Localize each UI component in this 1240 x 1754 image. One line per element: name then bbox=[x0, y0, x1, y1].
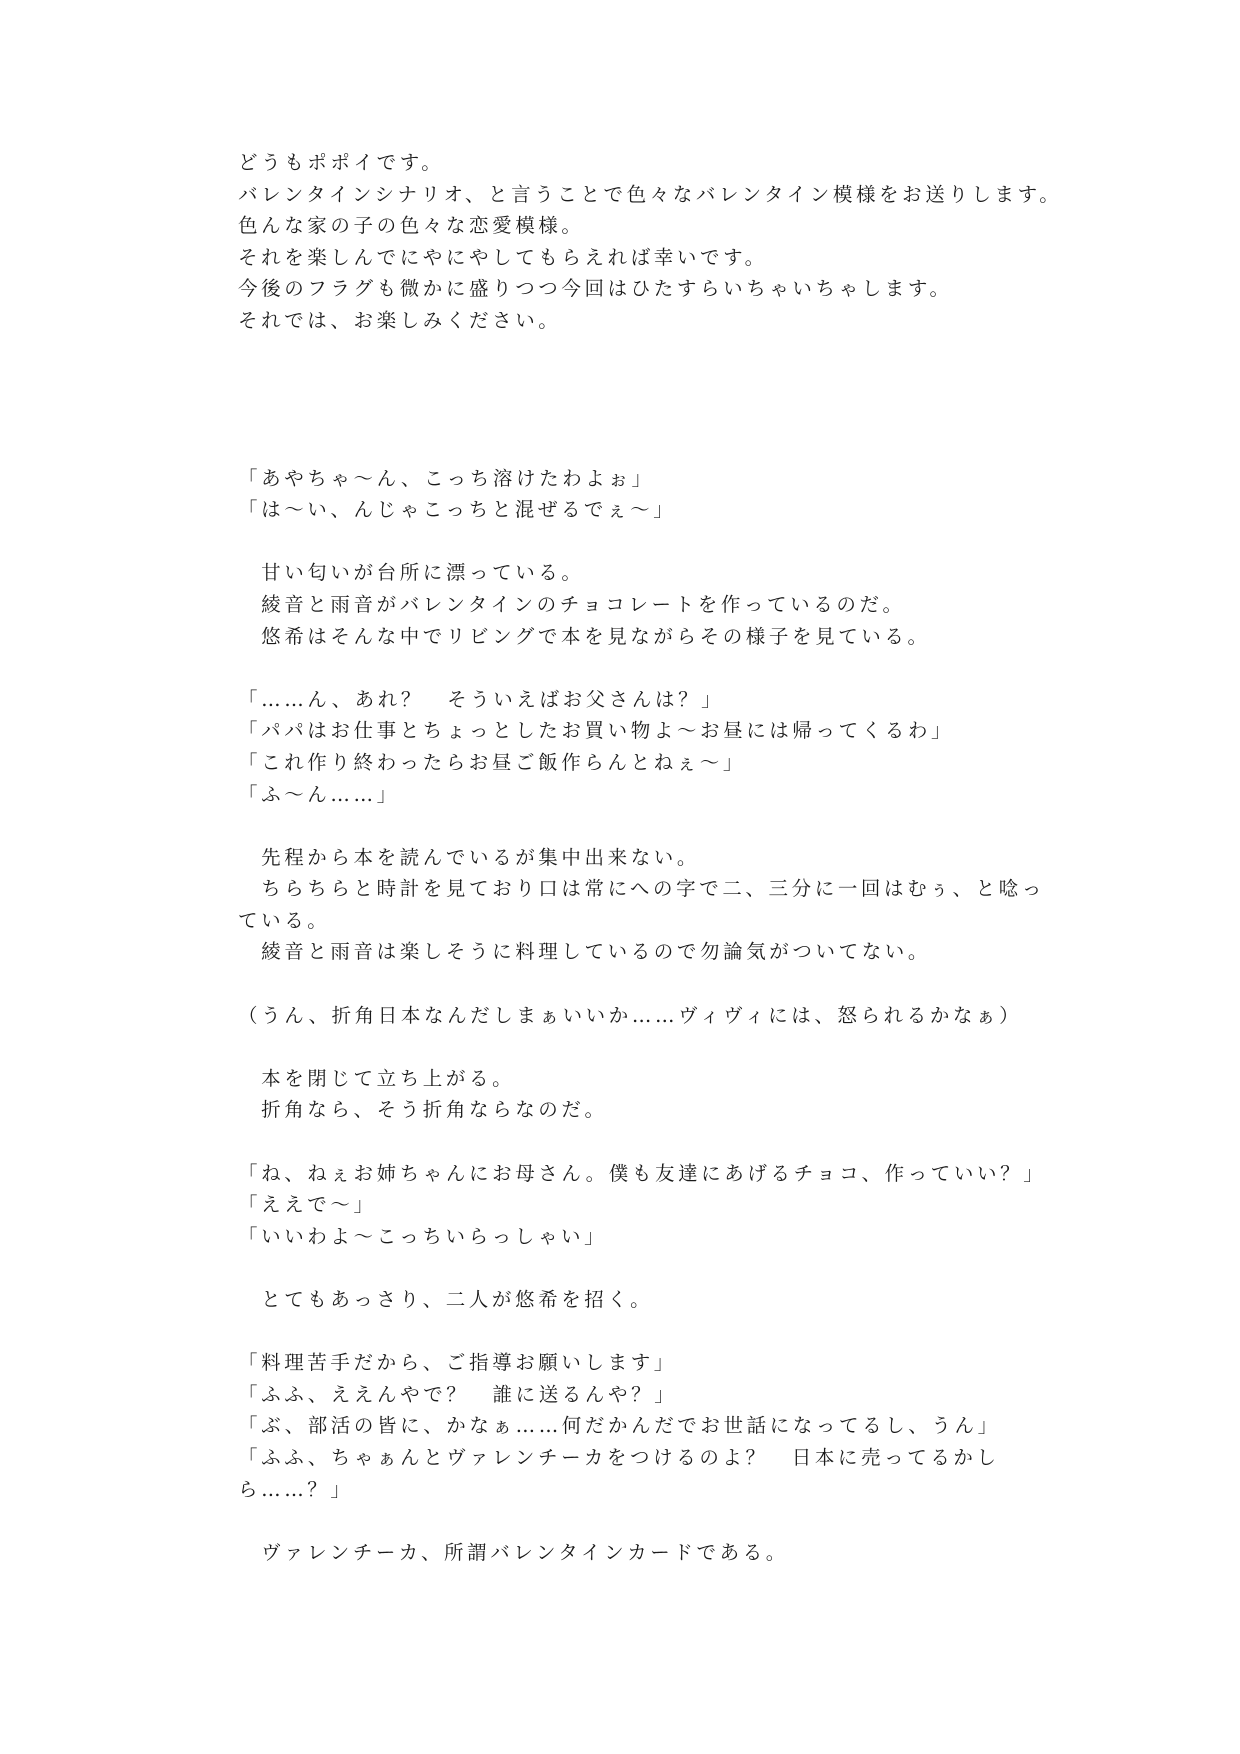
document-body bbox=[238, 147, 1063, 1568]
intro-line: 色んな家の子の色々な恋愛模様。 bbox=[238, 214, 585, 238]
intro-line: バレンタインシナリオ、と言うことで色々なバレンタイン模様をお送りします。 bbox=[238, 182, 1063, 206]
narration-line: 甘い匂いが台所に漂っている。 bbox=[238, 561, 585, 585]
narration-line: 悠希はそんな中でリビングで本を見ながらその様子を見ている。 bbox=[238, 624, 931, 648]
dialogue-line: 「ね、ねぇお姉ちゃんにお母さん。僕も友達にあげるチョコ、作っていい？」 bbox=[238, 1161, 1047, 1185]
blank-line bbox=[238, 1252, 1018, 1284]
dialogue-line: 「あやちゃ～ん、こっち溶けたわよぉ」 bbox=[238, 466, 655, 490]
narration-line: 折角なら、そう折角ならなのだ。 bbox=[238, 1098, 608, 1122]
blank-line bbox=[238, 1031, 1018, 1063]
dialogue-line: 「ふ～ん……」 bbox=[238, 782, 400, 806]
blank-line bbox=[238, 526, 1018, 558]
dialogue-line: 「……ん、あれ？ そういえばお父さんは？」 bbox=[238, 687, 725, 711]
blank-line bbox=[238, 1505, 1018, 1537]
blank-line bbox=[238, 652, 1018, 684]
dialogue-line: 「料理苦手だから、ご指導お願いします」 bbox=[238, 1351, 677, 1375]
dialogue-line: 「ええで～」 bbox=[238, 1193, 377, 1217]
intro-line: それを楽しんでにやにやしてもらえれば幸いです。 bbox=[238, 245, 768, 269]
dialogue-line: 「ふふ、ええんやで？ 誰に送るんや？」 bbox=[238, 1382, 678, 1406]
narration-line: 本を閉じて立ち上がる。 bbox=[238, 1066, 516, 1090]
intro-line: それでは、お楽しみください。 bbox=[238, 308, 562, 332]
narration-line: 先程から本を読んでいるが集中出来ない。 bbox=[238, 845, 701, 869]
narration-line: ヴァレンチーカ、所謂バレンタインカードである。 bbox=[238, 1540, 789, 1564]
intro-section bbox=[238, 147, 1063, 337]
blank-line bbox=[238, 810, 1018, 842]
narration-line: 綾音と雨音は楽しそうに料理しているので勿論気がついてない。 bbox=[238, 940, 932, 964]
narration-line: 綾音と雨音がバレンタインのチョコレートを作っているのだ。 bbox=[238, 592, 906, 616]
narration-line: ている。 bbox=[238, 908, 331, 932]
dialogue-line: 「は～い、んじゃこっちと混ぜるでぇ～」 bbox=[238, 498, 677, 522]
dialogue-line: 「パパはお仕事とちょっとしたお買い物よ～お昼には帰ってくるわ」 bbox=[238, 719, 955, 743]
narration-line: とてもあっさり、二人が悠希を招く。 bbox=[238, 1288, 654, 1311]
dialogue-line: 「これ作り終わったらお昼ご飯作らんとねぇ～」 bbox=[238, 750, 747, 774]
narration-line: ちらちらと時計を見ており口は常にへの字で二、三分に一回はむぅ、と唸っ bbox=[238, 877, 1045, 901]
dialogue-line: 「ふふ、ちゃぁんとヴァレンチーカをつけるのよ？ 日本に売ってるかし bbox=[238, 1445, 1000, 1469]
blank-line bbox=[238, 1316, 1018, 1348]
section-gap bbox=[238, 337, 1018, 463]
blank-line bbox=[238, 1126, 1018, 1158]
intro-line: どうもポポイです。 bbox=[238, 151, 445, 174]
dialogue-line: 「ぶ、部活の皆に、かなぁ……何だかんだでお世話になってるし、うん」 bbox=[238, 1414, 1001, 1438]
dialogue-line: 「いいわよ～こっちいらっしゃい」 bbox=[238, 1224, 608, 1248]
thought-line: （うん、折角日本なんだしまぁいいか……ヴィヴィには、怒られるかなぁ） bbox=[238, 1003, 1023, 1027]
intro-line: 今後のフラグも微かに盛りつつ今回はひたすらいちゃいちゃします。 bbox=[238, 277, 953, 301]
blank-line bbox=[238, 968, 1018, 1000]
dialogue-line: ら……？」 bbox=[238, 1477, 354, 1501]
story-section bbox=[238, 463, 1047, 1569]
